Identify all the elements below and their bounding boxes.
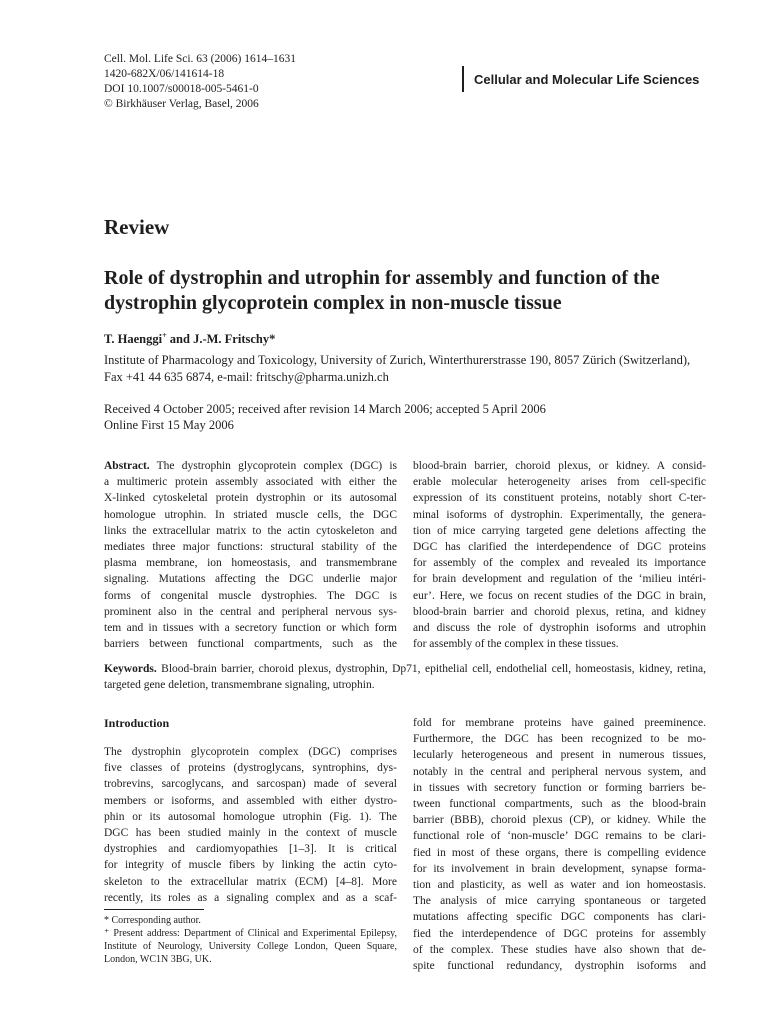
keywords-text: Blood-brain barrier, choroid plexus, dystrophin, Dp71, epithelial cell, endothelial cell, homeostasis, kidney, retina, targeted gene deletion, transmembrane signaling, utrophin. [104,663,706,691]
intro-line: of the complex. These studies have also shown that de- [413,943,706,956]
intro-line: notably in the central and peripheral nervous system, and [413,765,706,778]
abstract-line: barriers between functional compartments, such as the [104,638,397,651]
abstract-line: a multimeric protein assembly associated with either the [104,476,397,489]
intro-line: members or isoforms, and assembled with either dystro- [104,794,397,807]
abstract-line: blood-brain barrier, choroid plexus, or kidney. A consid- [413,460,706,472]
intro-line: five classes of proteins (dystroglycans, syntrophins, dys- [104,762,397,775]
abstract-line: minal isoforms of dystrophin. Experimentally, the genera- [413,508,706,521]
intro-line: tion and plasticity, as well as water and ion homeostasis. [413,879,706,892]
abstract-line: tem and in tissues with a secretory function or which form [104,622,397,635]
intro-line: lecularly heterogeneous and present in numerous tissues, [413,749,706,762]
abstract-line: for assembly of the complex in these tissues. [413,638,619,651]
intro-line: skeleton to the extracellular matrix (ECM) [4–8]. More [104,875,397,888]
author-footnote-mark: * [269,332,276,347]
abstract-line [104,458,397,474]
intro-line: in tissues with secretory function or forming barriers be- [413,781,706,794]
abstract-line: erable molecular heterogeneity arises from cell-specific [413,476,706,489]
footnote-divider [104,909,204,910]
abstract-line: forms of congenital muscle dystrophies. The DGC is [104,589,397,602]
keywords-block [104,661,706,693]
intro-line: spite functional redundancy, dystrophin isoforms and [413,960,706,973]
abstract-column-left [104,458,397,652]
intro-line: The analysis of mice carrying spontaneous or targeted [413,895,706,908]
footnote-corresponding: * Corresponding author. [104,915,201,926]
intro-line: dystrophies and cardiomyopathies [1–3]. It is critical [104,843,397,856]
intro-line: DGC has been studied mainly in the context of muscle [104,827,397,840]
abstract-line: prominent also in the central and peripheral nervous sys- [104,605,397,618]
copyright-line: © Birkhäuser Verlag, Basel, 2006 [104,98,259,110]
article-title: Role of dystrophin and utrophin for assembly and function of the dystrophin glycoprotein complex in non-muscle tissue [104,267,660,314]
intro-line: fied in most of these organs, there is compelling evidence [413,846,706,859]
intro-line: mutations affecting specific DGC components has clari- [413,911,706,924]
abstract-line: for assembly of the complex and revealed its importance [413,557,706,570]
citation-line: Cell. Mol. Life Sci. 63 (2006) 1614–1631 [104,53,296,65]
abstract-line: mediates three major functions: structural stability of the [104,541,397,554]
intro-line: fied the interdependence of DGC proteins for assembly [413,927,706,940]
intro-line: The dystrophin glycoprotein complex (DGC) comprises [104,746,397,758]
abstract-line: homologue utrophin. In striated muscle cells, the DGC [104,508,397,521]
intro-line: trobrevins, sarcoglycans, and sarcospan) made of several [104,778,397,791]
received-dates: Received 4 October 2005; received after revision 14 March 2006; accepted 5 April 2006 [104,402,546,416]
footnote-present-address: ⁺ Present address: Department of Clinical and Experimental Epilepsy, Institute of Neurology, University College London, Queen Square, London, WC1N 3BG, UK. [104,928,397,965]
intro-line: Furthermore, the DGC has been recognized to be mo- [413,733,706,746]
intro-line: for integrity of muscle fibers by linking the actin cyto- [104,859,397,872]
author-name: J.-M. Fritschy [193,332,270,347]
abstract-line: tion of mice carrying targeted gene deletions affecting the [413,524,706,537]
journal-citation-block [104,52,296,112]
introduction-column-right [413,715,706,974]
online-date: Online First 15 May 2006 [104,418,234,432]
author-line [104,331,275,347]
abstract-line: blood-brain barrier and choroid plexus, retina, and kidney [413,605,706,618]
intro-line: recently, its roles as a signaling complex and as a scaf- [104,891,397,904]
intro-line: for its involvement in brain development, synapse forma- [413,862,706,875]
author-name: T. Haenggi [104,332,163,347]
abstract-line: X-linked cytoskeletal protein dystrophin or its autosomal [104,492,397,505]
abstract-line: for brain development and regulation of the ‘milieu intéri- [413,573,706,586]
intro-line: barrier (BBB), choroid plexus (CP), or kidney. While the [413,814,706,827]
abstract-line: links the extracellular matrix to the actin cytoskeleton and [104,524,397,537]
abstract-line: DGC has clarified the interdependence of DGC proteins [413,541,706,554]
author-separator: and [166,332,194,347]
abstract-label: Abstract. [104,460,150,472]
introduction-heading: Introduction [104,716,170,730]
intro-line: phin or its autosomal homologue utrophin (Fig. 1). The [104,810,397,823]
abstract-column-right [413,458,706,652]
abstract-line: signaling. Mutations affecting the DGC underlie major [104,573,397,586]
footnotes [104,914,397,966]
intro-line: fold for membrane proteins have gained preeminence. [413,717,706,729]
abstract-text: The dystrophin glycoprotein complex (DGC) is [156,460,397,472]
introduction-column-left [104,744,397,906]
abstract-line: and discuss the role of dystrophin isoforms and utrophin [413,622,706,635]
issn-line: 1420-682X/06/141614-18 [104,68,225,80]
abstract-line: plasma membrane, ion homeostasis, and transmembrane [104,557,397,570]
author-footnote-mark: + [162,331,167,340]
abstract-line: expression of its constituent proteins, notably short C-ter- [413,492,706,505]
section-label: Review [104,215,170,239]
intro-line: functional role of ‘non-muscle’ DGC remains to be clari- [413,830,706,843]
dates-block [104,401,704,433]
intro-line: tween functional compartments, such as the blood-brain [413,798,706,811]
abstract-line: eur’. Here, we focus on recent studies of the DGC in brain, [413,589,706,602]
doi-line: DOI 10.1007/s00018-005-5461-0 [104,83,259,95]
keywords-label: Keywords. [104,663,157,675]
affiliation: Institute of Pharmacology and Toxicology, University of Zurich, Winterthurerstrasse 190, 8057 Zürich (Switzerland), Fax +41 44 635 6874, e-mail: fritschy@pharma.unizh.ch [104,353,691,384]
journal-name: Cellular and Molecular Life Sciences [462,66,699,92]
